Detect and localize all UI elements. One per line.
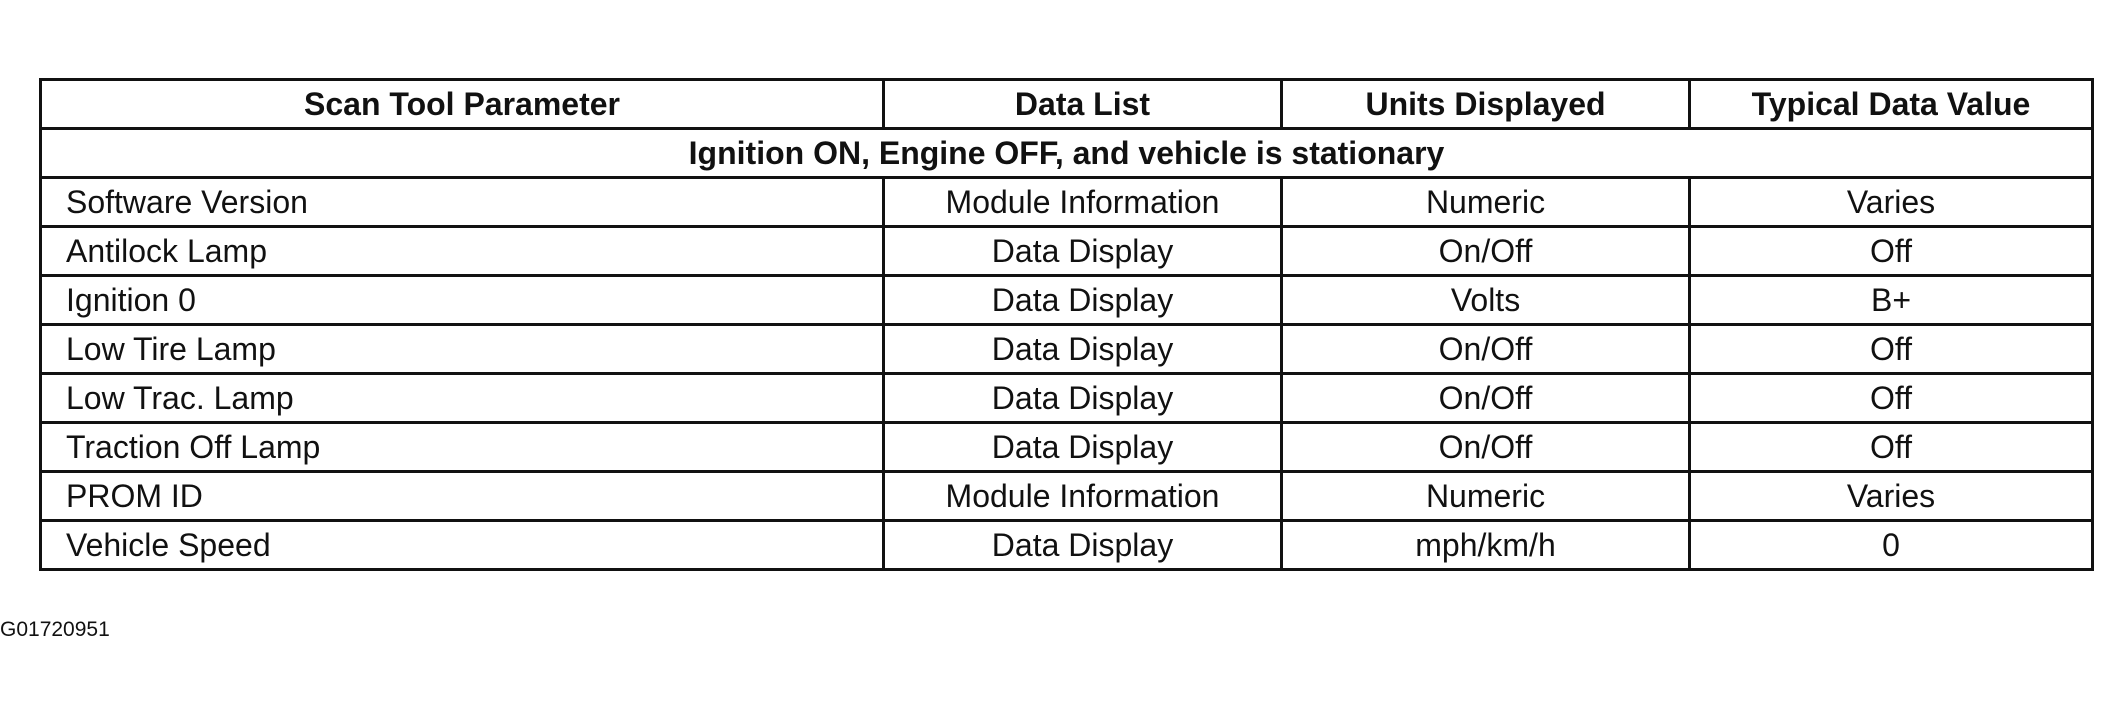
figure-id-label: G01720951 xyxy=(0,618,110,641)
cell-units: Volts xyxy=(1282,276,1690,325)
cell-parameter: Low Tire Lamp xyxy=(41,325,884,374)
table-row xyxy=(41,423,2093,472)
cell-parameter: Low Trac. Lamp xyxy=(41,374,884,423)
cell-typical-value: Varies xyxy=(1690,472,2093,521)
cell-data-list: Module Information xyxy=(884,472,1282,521)
header-units-displayed: Units Displayed xyxy=(1282,80,1690,129)
section-title: Ignition ON, Engine OFF, and vehicle is stationary xyxy=(41,129,2093,178)
cell-parameter: Vehicle Speed xyxy=(41,521,884,570)
cell-parameter: Traction Off Lamp xyxy=(41,423,884,472)
table-row xyxy=(41,521,2093,570)
table-row xyxy=(41,325,2093,374)
cell-data-list: Data Display xyxy=(884,227,1282,276)
cell-units: mph/km/h xyxy=(1282,521,1690,570)
table-header-row xyxy=(41,80,2093,129)
header-typical-data-value: Typical Data Value xyxy=(1690,80,2093,129)
cell-typical-value: Off xyxy=(1690,423,2093,472)
scan-tool-data-table-container xyxy=(39,78,2091,571)
cell-parameter: PROM ID xyxy=(41,472,884,521)
section-row xyxy=(41,129,2093,178)
cell-units: On/Off xyxy=(1282,374,1690,423)
cell-typical-value: 0 xyxy=(1690,521,2093,570)
cell-units: Numeric xyxy=(1282,472,1690,521)
cell-typical-value: Varies xyxy=(1690,178,2093,227)
cell-data-list: Data Display xyxy=(884,276,1282,325)
cell-typical-value: B+ xyxy=(1690,276,2093,325)
cell-parameter: Software Version xyxy=(41,178,884,227)
header-scan-tool-parameter: Scan Tool Parameter xyxy=(41,80,884,129)
cell-typical-value: Off xyxy=(1690,325,2093,374)
cell-typical-value: Off xyxy=(1690,227,2093,276)
cell-units: On/Off xyxy=(1282,423,1690,472)
cell-parameter: Antilock Lamp xyxy=(41,227,884,276)
cell-typical-value: Off xyxy=(1690,374,2093,423)
scan-tool-data-table xyxy=(39,78,2094,571)
cell-parameter: Ignition 0 xyxy=(41,276,884,325)
cell-data-list: Data Display xyxy=(884,423,1282,472)
cell-data-list: Data Display xyxy=(884,325,1282,374)
table-row xyxy=(41,227,2093,276)
table-row xyxy=(41,276,2093,325)
table-row xyxy=(41,472,2093,521)
header-data-list: Data List xyxy=(884,80,1282,129)
cell-units: On/Off xyxy=(1282,325,1690,374)
cell-data-list: Module Information xyxy=(884,178,1282,227)
table-row xyxy=(41,178,2093,227)
cell-data-list: Data Display xyxy=(884,374,1282,423)
cell-data-list: Data Display xyxy=(884,521,1282,570)
table-row xyxy=(41,374,2093,423)
cell-units: On/Off xyxy=(1282,227,1690,276)
cell-units: Numeric xyxy=(1282,178,1690,227)
